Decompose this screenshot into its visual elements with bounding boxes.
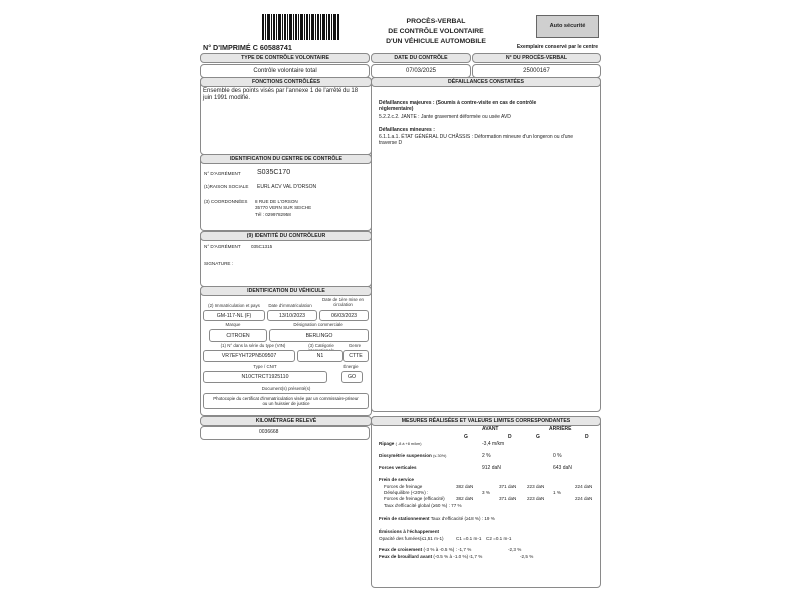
centre-address-line2: 35770 VERN SUR SEICHE [255,205,312,210]
suspension-label: Dissymétrie suspension [379,453,432,458]
auto-securite-badge [536,15,599,38]
ripage-limit: ( -8 à +8 m/km) [395,442,422,446]
genre-value: CTTE [343,350,369,362]
functions-header: FONCTIONS CONTRÔLÉES [200,77,372,87]
centre-address-label: (3) COORDONNÉES [204,199,248,204]
measures-header: MESURES RÉALISÉES ET VALEURS LIMITES CORRESPONDANTES [371,416,601,426]
ripage-row [379,441,421,448]
energy-value: GO [341,371,363,383]
arriere-d: D [585,434,589,440]
crossing-row [379,547,457,553]
imbalance-arriere: 1 % [553,490,561,495]
documents-text: Photocopie du certificat d'immatriculation visée par un commissaire-priseur ou un huissier de justice [213,396,359,406]
braking-eff-ar-g: 223 daN [527,496,545,501]
arriere-g: G [536,434,540,440]
reg-value: GM-117-NL (F) [203,310,265,321]
energy-label: Énergie [343,364,359,369]
control-type-value: Contrôle volontaire total [200,64,370,78]
imbalance-avant: 3 % [482,490,490,495]
signature-label: SIGNATURE : [204,261,234,266]
vin-label: (1) N° dans la série du type (VIN) [220,343,286,348]
title-line-3: D'UN VÉHICULE AUTOMOBILE [386,38,486,45]
centre-section [200,154,372,231]
control-type-header: TYPE DE CONTRÔLE VOLONTAIRE [200,53,370,63]
crossing-limit: (-3 % à -0.5 %) : [423,547,457,552]
pv-number-value: 25000167 [472,64,601,78]
avant-d: D [508,434,512,440]
suspension-limit: (≤ 30%) [433,454,447,458]
braking-ar-g: 223 daN [527,484,545,489]
braking-eff-av-g: 382 daN [456,496,474,501]
badge-label: Auto sécurité [549,23,586,29]
barcode [262,14,340,40]
crossing-value-2: -2,3 % [508,547,522,552]
controller-section [200,231,372,287]
vehicle-header: IDENTIFICATION DU VÉHICULE [200,286,372,296]
parking-label: Frein de stationnement [379,516,430,521]
emissions-label: Émissions à l'échappement [379,529,440,534]
braking-eff-label: Forces de freinage (efficacité) [384,496,445,501]
first-reg-label: Date d'immatriculation [268,303,312,308]
parking-row [379,516,495,522]
document-title [368,17,504,47]
suspension-avant: 2 % [482,453,491,459]
functions-text: Ensemble des points visés par l'annexe 1 de l'arrêté du 18 juin 1991 modifié. [203,88,359,101]
category-label: (3) Catégorie [308,343,334,348]
braking-av-d: 371 daN [499,484,517,489]
category-value: N1 [297,350,343,362]
brand-value: CITROEN [209,329,267,342]
fog-value-2: -2,5 % [520,554,534,559]
braking-ar-d: 224 daN [575,484,593,489]
braking-forces-label: Forces de freinage [384,484,423,489]
controller-approval-label: N° D'AGRÉMENT [204,244,241,249]
minor-defects-title: Défaillances mineures : [379,127,435,133]
first-reg-value: 13/10/2023 [267,310,317,321]
genre-label: Genre [348,343,362,348]
centre-name-label: (1)RAISON SOCIALE [204,184,249,189]
print-number: N° D'IMPRIMÉ C 60588741 [203,43,292,52]
fog-limit: (-0.5 % à -1.0 %) : [433,554,471,559]
centre-approval-label: N° D'AGRÉMENT [204,171,241,176]
pv-number-header: N° DU PROCÈS-VERBAL [472,53,601,63]
centre-header: IDENTIFICATION DU CENTRE DE CONTRÔLE [200,154,372,164]
ripage-value: -3,4 m/km [482,441,505,447]
circulation-value: 06/03/2023 [319,310,369,321]
centre-address-line1: 8 RUE DE L'ORSON [255,199,298,204]
title-line-1: PROCÈS-VERBAL [406,18,466,25]
major-defects-title: Défaillances majeures : (Soumis à contre-visite en cas de contrôle réglementaire) [379,100,537,112]
global-efficiency: Taux d'efficacité global (≥50 %) : 77 % [384,503,462,508]
opacity-label: Opacité des fumées(≤1,51 m-1) [379,536,444,541]
suspension-arriere: 0 % [553,453,562,459]
centre-phone: Tél : 0299782958 [255,212,291,217]
functions-section [200,77,372,155]
ripage-label: Ripage [379,441,395,446]
crossing-label: Feux de croisement [379,547,423,552]
cnit-label: Type / CNIT [253,364,277,369]
braking-eff-ar-d: 224 daN [575,496,593,501]
reg-label: (2) Immatriculation et pays [208,303,260,308]
centre-name-value: EURL ACV VAL D'ORSON [257,184,317,190]
documents-value [203,393,369,409]
vehicle-section [200,286,372,416]
mileage-value: 0036668 [200,426,370,440]
controller-header: (9) IDENTITÉ DU CONTRÔLEUR [200,231,372,241]
vertical-forces-label: Forces verticales [379,465,417,470]
fog-row [379,554,471,560]
parking-value: Taux d'efficacité (≥18 %) : 19 % [430,516,495,521]
braking-av-g: 382 daN [456,484,474,489]
control-date-header: DATE DU CONTRÔLE [371,53,471,63]
crossing-value-1: -1,7 % [458,547,472,552]
vertical-forces-avant: 912 daN [482,465,501,471]
cnit-value: N10CTRCT1925110 [203,371,327,383]
defects-header: DÉFAILLANCES CONSTATÉES [371,77,601,87]
vertical-forces-arriere: 643 daN [553,465,572,471]
mileage-header: KILOMÉTRAGE RELEVÉ [200,416,372,426]
imbalance-label: Déséquilibre (<20%) : [384,490,429,495]
documents-label: Document(s) présenté(s) [261,386,311,391]
model-label: Désignation commerciale [293,322,343,327]
title-line-2: DE CONTRÔLE VOLONTAIRE [388,28,484,35]
vin-value: VR7EFYHT2PN509507 [203,350,295,362]
controller-approval-value: 035C1315 [251,244,273,249]
major-defect-item: 5.2.2.c.2. JANTE : Jante gravement déformée ou usée AVD [379,114,511,120]
minor-defect-item: 6.1.1.a.1. ÉTAT GÉNÉRAL DU CHÂSSIS : Déformation mineure d'un longeron ou d'une traverse D [379,134,574,146]
measures-section [371,416,601,588]
control-date-value: 07/03/2025 [371,64,471,78]
fog-label: Feux de brouillard avant [379,554,433,559]
defects-section [371,77,601,412]
model-value: BERLINGO [269,329,369,342]
opacity-c2: C2 =0.1 m-1 [486,536,512,541]
avant-header: AVANT [482,426,499,432]
opacity-c1: C1 =0.1 m-1 [456,536,482,541]
circulation-label: Date de 1ère mise en circulation [322,297,364,307]
brand-label: Marque [225,322,241,327]
avant-g: G [464,434,468,440]
arriere-header: ARRIÈRE [549,426,572,432]
centre-approval-value: S035C170 [257,169,291,176]
service-brake-label: Frein de service [379,477,414,482]
fog-value-1: -1,7 % [469,554,483,559]
braking-eff-av-d: 371 daN [499,496,517,501]
copy-note: Exemplaire conservé par le centre [516,44,598,50]
suspension-row [379,453,446,460]
